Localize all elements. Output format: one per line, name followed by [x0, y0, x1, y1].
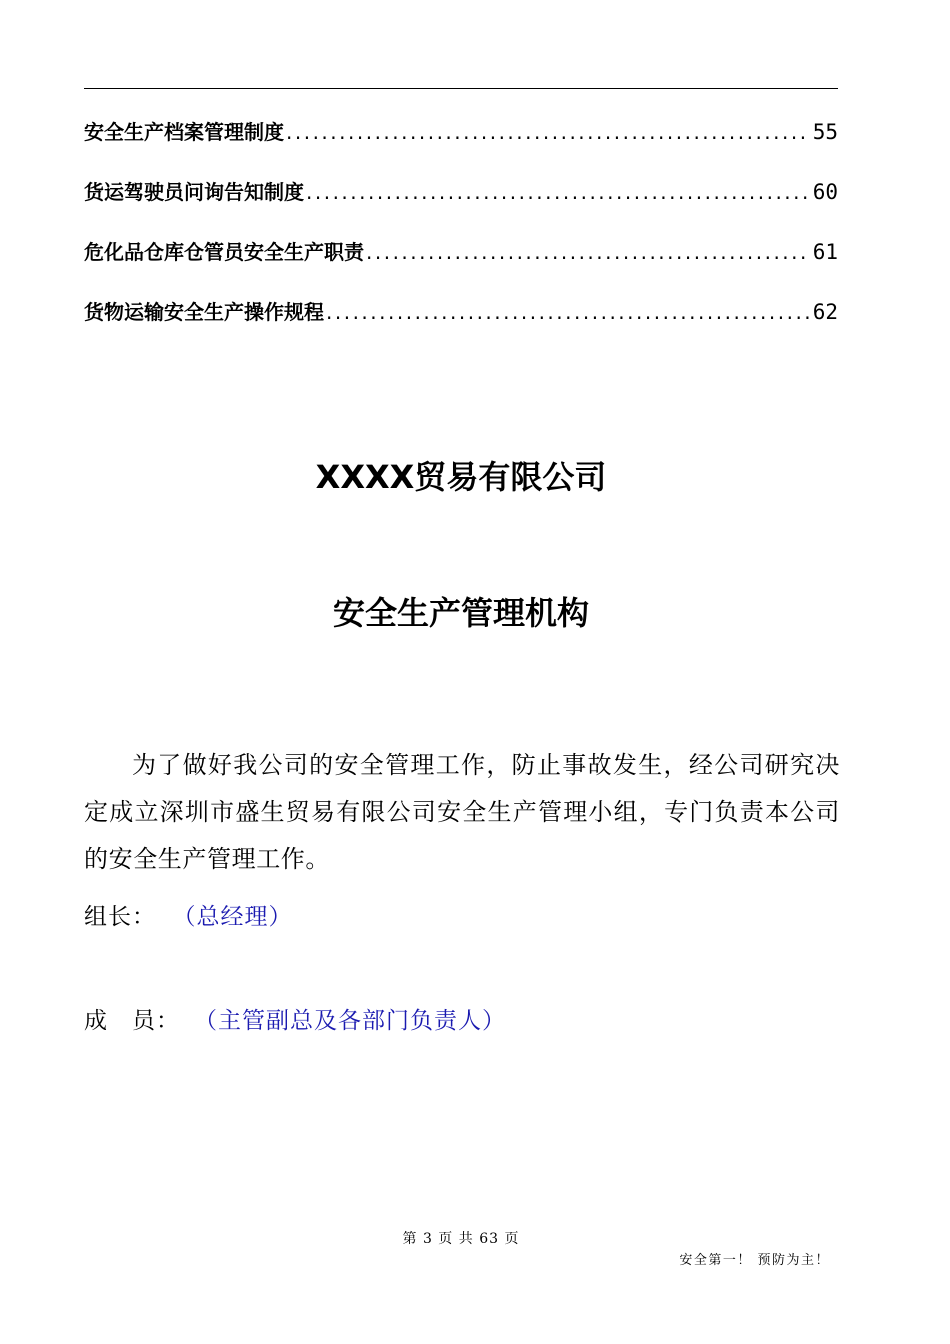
toc-entry[interactable]: [84, 296, 838, 356]
header-rule: [84, 88, 838, 89]
toc-entry-title: 安全生产档案管理制度: [84, 120, 284, 144]
toc-entry-page: 55: [812, 120, 838, 144]
toc-dot-leader: [306, 180, 809, 204]
company-name-heading: XXXX贸易有限公司: [315, 458, 607, 496]
intro-paragraph: 为了做好我公司的安全管理工作，防止事故发生，经公司研究决定成立深圳市盛生贸易有限公司安全生产管理小组，专门负责本公司的安全生产管理工作。: [84, 751, 840, 873]
toc-entry[interactable]: [84, 236, 838, 296]
members-line: [84, 1002, 506, 1035]
toc-dot-leader: [326, 300, 809, 324]
toc-entry-title: 货物运输安全生产操作规程: [84, 300, 324, 324]
toc-entry[interactable]: [84, 116, 838, 176]
footer-slogan: 安全第一！ 预防为主！: [679, 1253, 830, 1268]
toc-dot-leader: [286, 120, 809, 144]
toc-entry-title: 危化品仓库仓管员安全生产职责: [84, 240, 364, 264]
leader-label: 组长：: [84, 904, 156, 930]
page-number: 第 3 页 共 63 页: [402, 1231, 520, 1247]
toc-entry[interactable]: [84, 176, 838, 236]
toc-entry-page: 60: [812, 180, 838, 204]
leader-line: [84, 898, 293, 931]
section-title-heading: 安全生产管理机构: [332, 594, 589, 632]
table-of-contents: [84, 116, 838, 356]
leader-value: （总经理）: [184, 904, 293, 930]
toc-entry-title: 货运驾驶员问询告知制度: [84, 180, 304, 204]
toc-entry-page: 62: [812, 300, 838, 324]
members-label: 成 员：: [84, 1008, 180, 1034]
members-value: （主管副总及各部门负责人）: [194, 1008, 506, 1034]
toc-entry-page: 61: [812, 240, 838, 264]
toc-dot-leader: [366, 240, 809, 264]
